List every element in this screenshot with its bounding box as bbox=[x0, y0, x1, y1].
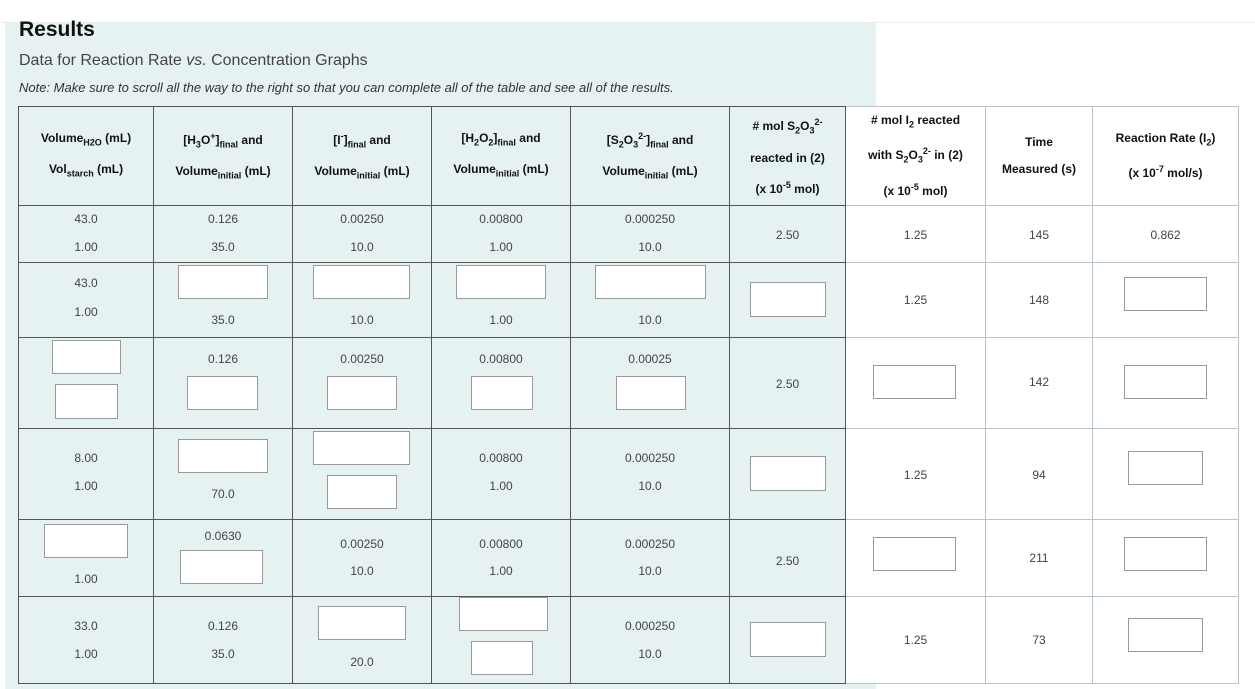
cell-thiosulfate: 0.000250 10.0 bbox=[571, 205, 730, 262]
header-mol-iodine: # mol $I_2$ reacted with $S_2O_3^{2-}$ in (2) (x $10^{-5}$ mol) bbox=[846, 107, 986, 206]
header-h3o-concentration: $[H_3O^+]_{final}$ and Volume$_{initial}$ (mL) bbox=[154, 107, 293, 206]
cell-thiosulfate: 0.00025 bbox=[571, 337, 730, 428]
header-reaction-rate: Reaction Rate $(I_2)$ (x $10^{-7}$ mol/s) bbox=[1093, 107, 1239, 206]
h2o2-volume-input[interactable] bbox=[471, 641, 533, 675]
h3o-concentration-input[interactable] bbox=[178, 439, 268, 473]
cell-h3o: 0.126 bbox=[154, 337, 293, 428]
cell-volume bbox=[19, 337, 154, 428]
thiosulfate-concentration-input[interactable] bbox=[595, 265, 706, 299]
cell-volume: 33.0 1.00 bbox=[19, 596, 154, 683]
header-mol-thiosulfate: # mol $S_2O_3^{2-}$ reacted in (2) (x $10^{-5}$ mol) bbox=[730, 107, 846, 206]
header-row bbox=[19, 107, 1239, 206]
cell-volume: 43.0 1.00 bbox=[19, 205, 154, 262]
page-title: Results bbox=[19, 18, 95, 41]
cell-time: 94 bbox=[986, 428, 1093, 519]
cell-time: 145 bbox=[986, 205, 1093, 262]
cell-mol-iodine: 1.25 bbox=[846, 205, 986, 262]
cell-rate bbox=[1093, 428, 1239, 519]
cell-volume: 43.0 1.00 bbox=[19, 262, 154, 337]
scroll-note: Note: Make sure to scroll all the way to the right so that you can complete all of the table and see all of the results. bbox=[19, 80, 674, 95]
cell-h2o2: 1.00 bbox=[432, 262, 571, 337]
cell-mol-thiosulfate: 2.50 bbox=[730, 205, 846, 262]
table-row bbox=[19, 428, 1239, 519]
cell-h3o: 0.126 35.0 bbox=[154, 596, 293, 683]
cell-rate bbox=[1093, 519, 1239, 596]
header-iodide-concentration: $[I^-]_{final}$ and Volume$_{initial}$ (mL) bbox=[293, 107, 432, 206]
reaction-rate-input[interactable] bbox=[1128, 451, 1203, 485]
cell-rate: 0.862 bbox=[1093, 205, 1239, 262]
mol-thiosulfate-input[interactable] bbox=[750, 282, 826, 317]
cell-mol-thiosulfate bbox=[730, 428, 846, 519]
cell-mol-thiosulfate: 2.50 bbox=[730, 519, 846, 596]
cell-thiosulfate: 0.000250 10.0 bbox=[571, 596, 730, 683]
header-time-measured: Time Measured (s) bbox=[986, 107, 1093, 206]
cell-volume: 8.00 1.00 bbox=[19, 428, 154, 519]
cell-h2o2: 0.00800 1.00 bbox=[432, 428, 571, 519]
cell-iodide: 0.00250 10.0 bbox=[293, 519, 432, 596]
cell-time: 211 bbox=[986, 519, 1093, 596]
cell-thiosulfate: 0.000250 10.0 bbox=[571, 428, 730, 519]
cell-thiosulfate: 10.0 bbox=[571, 262, 730, 337]
cell-iodide bbox=[293, 428, 432, 519]
cell-rate bbox=[1093, 262, 1239, 337]
reaction-rate-input[interactable] bbox=[1128, 618, 1203, 652]
results-table bbox=[18, 106, 1239, 684]
header-thiosulfate-concentration: $[S_2O_3^{2-}]_{final}$ and Volume$_{initial}$ (mL) bbox=[571, 107, 730, 206]
cell-iodide: 20.0 bbox=[293, 596, 432, 683]
reaction-rate-input[interactable] bbox=[1124, 277, 1207, 311]
cell-iodide: 10.0 bbox=[293, 262, 432, 337]
iodide-volume-input[interactable] bbox=[327, 376, 397, 410]
h3o-volume-input[interactable] bbox=[187, 376, 258, 410]
cell-rate bbox=[1093, 596, 1239, 683]
header-volume-water-starch: Volume$_{H2O}$ (mL) Vol$_{starch}$ (mL) bbox=[19, 107, 154, 206]
iodide-volume-input[interactable] bbox=[327, 475, 397, 509]
h2o2-concentration-input[interactable] bbox=[459, 597, 548, 631]
cell-h2o2: 0.00800 1.00 bbox=[432, 205, 571, 262]
header-h2o2-concentration: $[H_2O_2]_{final}$ and Volume$_{initial}$ (mL) bbox=[432, 107, 571, 206]
table-row bbox=[19, 205, 1239, 262]
table-row bbox=[19, 337, 1239, 428]
table-row bbox=[19, 519, 1239, 596]
page-subtitle: Data for Reaction Rate vs. Concentration Graphs bbox=[19, 52, 368, 69]
cell-mol-thiosulfate bbox=[730, 262, 846, 337]
cell-h2o2: 0.00800 1.00 bbox=[432, 519, 571, 596]
cell-mol-thiosulfate: 2.50 bbox=[730, 337, 846, 428]
h2o2-concentration-input[interactable] bbox=[456, 265, 546, 299]
iodide-concentration-input[interactable] bbox=[313, 265, 410, 299]
h3o-volume-input[interactable] bbox=[180, 550, 263, 584]
cell-h2o2: 0.00800 bbox=[432, 337, 571, 428]
cell-h3o: 35.0 bbox=[154, 262, 293, 337]
cell-h3o: 70.0 bbox=[154, 428, 293, 519]
cell-volume: 1.00 bbox=[19, 519, 154, 596]
iodide-concentration-input[interactable] bbox=[313, 431, 410, 465]
cell-mol-iodine bbox=[846, 337, 986, 428]
thiosulfate-volume-input[interactable] bbox=[616, 376, 686, 410]
cell-mol-iodine: 1.25 bbox=[846, 596, 986, 683]
mol-iodine-input[interactable] bbox=[873, 365, 956, 399]
mol-thiosulfate-input[interactable] bbox=[750, 456, 826, 491]
top-divider bbox=[0, 22, 1255, 23]
table-row bbox=[19, 596, 1239, 683]
table-row bbox=[19, 262, 1239, 337]
reaction-rate-input[interactable] bbox=[1124, 537, 1207, 571]
cell-h3o: 0.126 35.0 bbox=[154, 205, 293, 262]
cell-thiosulfate: 0.000250 10.0 bbox=[571, 519, 730, 596]
mol-thiosulfate-input[interactable] bbox=[750, 622, 826, 657]
cell-time: 148 bbox=[986, 262, 1093, 337]
cell-iodide: 0.00250 bbox=[293, 337, 432, 428]
cell-mol-iodine bbox=[846, 519, 986, 596]
reaction-rate-input[interactable] bbox=[1124, 365, 1207, 399]
volume-water-input[interactable] bbox=[52, 340, 121, 374]
volume-starch-input[interactable] bbox=[55, 384, 118, 419]
volume-water-input[interactable] bbox=[44, 524, 128, 558]
cell-mol-iodine: 1.25 bbox=[846, 428, 986, 519]
cell-mol-iodine: 1.25 bbox=[846, 262, 986, 337]
mol-iodine-input[interactable] bbox=[873, 537, 956, 571]
iodide-concentration-input[interactable] bbox=[318, 606, 406, 640]
cell-rate bbox=[1093, 337, 1239, 428]
cell-h2o2 bbox=[432, 596, 571, 683]
cell-time: 73 bbox=[986, 596, 1093, 683]
cell-mol-thiosulfate bbox=[730, 596, 846, 683]
cell-iodide: 0.00250 10.0 bbox=[293, 205, 432, 262]
h2o2-volume-input[interactable] bbox=[471, 376, 533, 410]
cell-time: 142 bbox=[986, 337, 1093, 428]
cell-h3o: 0.0630 bbox=[154, 519, 293, 596]
h3o-concentration-input[interactable] bbox=[178, 265, 268, 299]
